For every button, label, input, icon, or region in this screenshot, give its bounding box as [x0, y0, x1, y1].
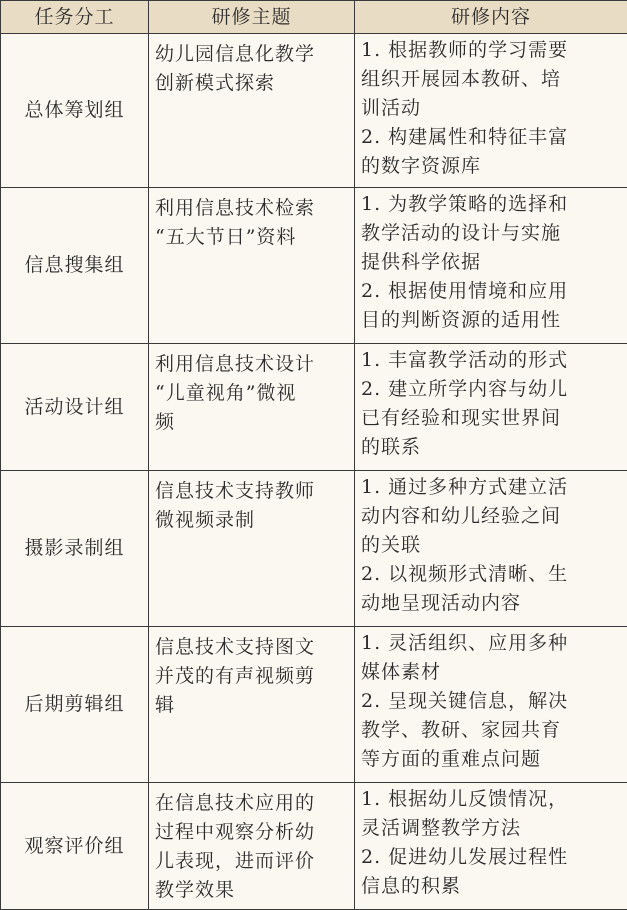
research-topic-cell: [149, 188, 355, 344]
topic-line: 利用信息技术设计: [155, 350, 350, 379]
content-line: 教学活动的设计与实施: [361, 219, 623, 248]
header-research-content: 研修内容: [355, 1, 627, 34]
research-content-cell: [355, 344, 627, 471]
research-topic-cell: [149, 34, 355, 188]
task-group-cell: 后期剪辑组: [1, 627, 149, 783]
header-research-topic: 研修主题: [149, 1, 355, 34]
table-row: [1, 627, 627, 783]
table-row: [1, 34, 627, 188]
task-group-cell: 活动设计组: [1, 344, 149, 471]
content-line: 等方面的重难点问题: [361, 745, 623, 774]
content-line: 信息的积累: [361, 872, 623, 901]
content-line: 的数字资源库: [361, 152, 623, 181]
table-body: [1, 34, 627, 910]
content-line: 2. 建立所学内容与幼儿: [361, 375, 623, 404]
content-line: 提供科学依据: [361, 248, 623, 277]
table-row: [1, 783, 627, 910]
topic-line: 幼儿园信息化教学: [155, 40, 350, 69]
table-header-row: [1, 1, 627, 34]
content-line: 1. 根据幼儿反馈情况，: [361, 785, 623, 814]
content-line: 已有经验和现实世界间: [361, 404, 623, 433]
research-topic-cell: [149, 627, 355, 783]
content-line: 2. 根据使用情境和应用: [361, 277, 623, 306]
topic-line: 信息技术支持图文: [155, 633, 350, 662]
content-line: 媒体素材: [361, 658, 623, 687]
research-content-cell: [355, 783, 627, 910]
content-line: 动地呈现活动内容: [361, 589, 623, 618]
topic-line: 在信息技术应用的: [155, 789, 350, 818]
content-line: 2. 促进幼儿发展过程性: [361, 843, 623, 872]
content-line: 目的判断资源的适用性: [361, 306, 623, 335]
content-line: 的联系: [361, 433, 623, 462]
task-group-cell: 观察评价组: [1, 783, 149, 910]
task-group-cell: 摄影录制组: [1, 471, 149, 627]
research-content-cell: [355, 34, 627, 188]
topic-line: 辑: [155, 691, 350, 720]
topic-line: 微视频录制: [155, 506, 350, 535]
content-line: 1. 为教学策略的选择和: [361, 190, 623, 219]
topic-line: 利用信息技术检索: [155, 194, 350, 223]
content-line: 2. 构建属性和特征丰富: [361, 123, 623, 152]
research-topic-cell: [149, 471, 355, 627]
research-content-cell: [355, 471, 627, 627]
table-row: [1, 471, 627, 627]
content-line: 1. 灵活组织、应用多种: [361, 629, 623, 658]
content-line: 灵活调整教学方法: [361, 814, 623, 843]
research-topic-cell: [149, 783, 355, 910]
content-line: 的关联: [361, 531, 623, 560]
content-line: 1. 丰富教学活动的形式: [361, 346, 623, 375]
topic-line: 儿表现，进而评价: [155, 847, 350, 876]
table-row: [1, 188, 627, 344]
content-line: 2. 以视频形式清晰、生: [361, 560, 623, 589]
research-topic-cell: [149, 344, 355, 471]
content-line: 1. 通过多种方式建立活: [361, 473, 623, 502]
topic-line: “五大节日”资料: [155, 223, 350, 252]
table-row: [1, 344, 627, 471]
header-task-division: 任务分工: [1, 1, 149, 34]
content-line: 训活动: [361, 94, 623, 123]
content-line: 组织开展园本教研、培: [361, 65, 623, 94]
content-line: 2. 呈现关键信息，解决: [361, 687, 623, 716]
research-content-cell: [355, 627, 627, 783]
topic-line: 创新模式探索: [155, 69, 350, 98]
research-content-cell: [355, 188, 627, 344]
topic-line: 并茂的有声视频剪: [155, 662, 350, 691]
task-group-cell: 信息搜集组: [1, 188, 149, 344]
content-line: 1. 根据教师的学习需要: [361, 36, 623, 65]
content-line: 教学、教研、家园共育: [361, 716, 623, 745]
topic-line: “儿童视角”微视: [155, 379, 350, 408]
topic-line: 信息技术支持教师: [155, 477, 350, 506]
topic-line: 频: [155, 408, 350, 437]
topic-line: 教学效果: [155, 876, 350, 905]
task-group-cell: 总体筹划组: [1, 34, 149, 188]
content-line: 动内容和幼儿经验之间: [361, 502, 623, 531]
topic-line: 过程中观察分析幼: [155, 818, 350, 847]
